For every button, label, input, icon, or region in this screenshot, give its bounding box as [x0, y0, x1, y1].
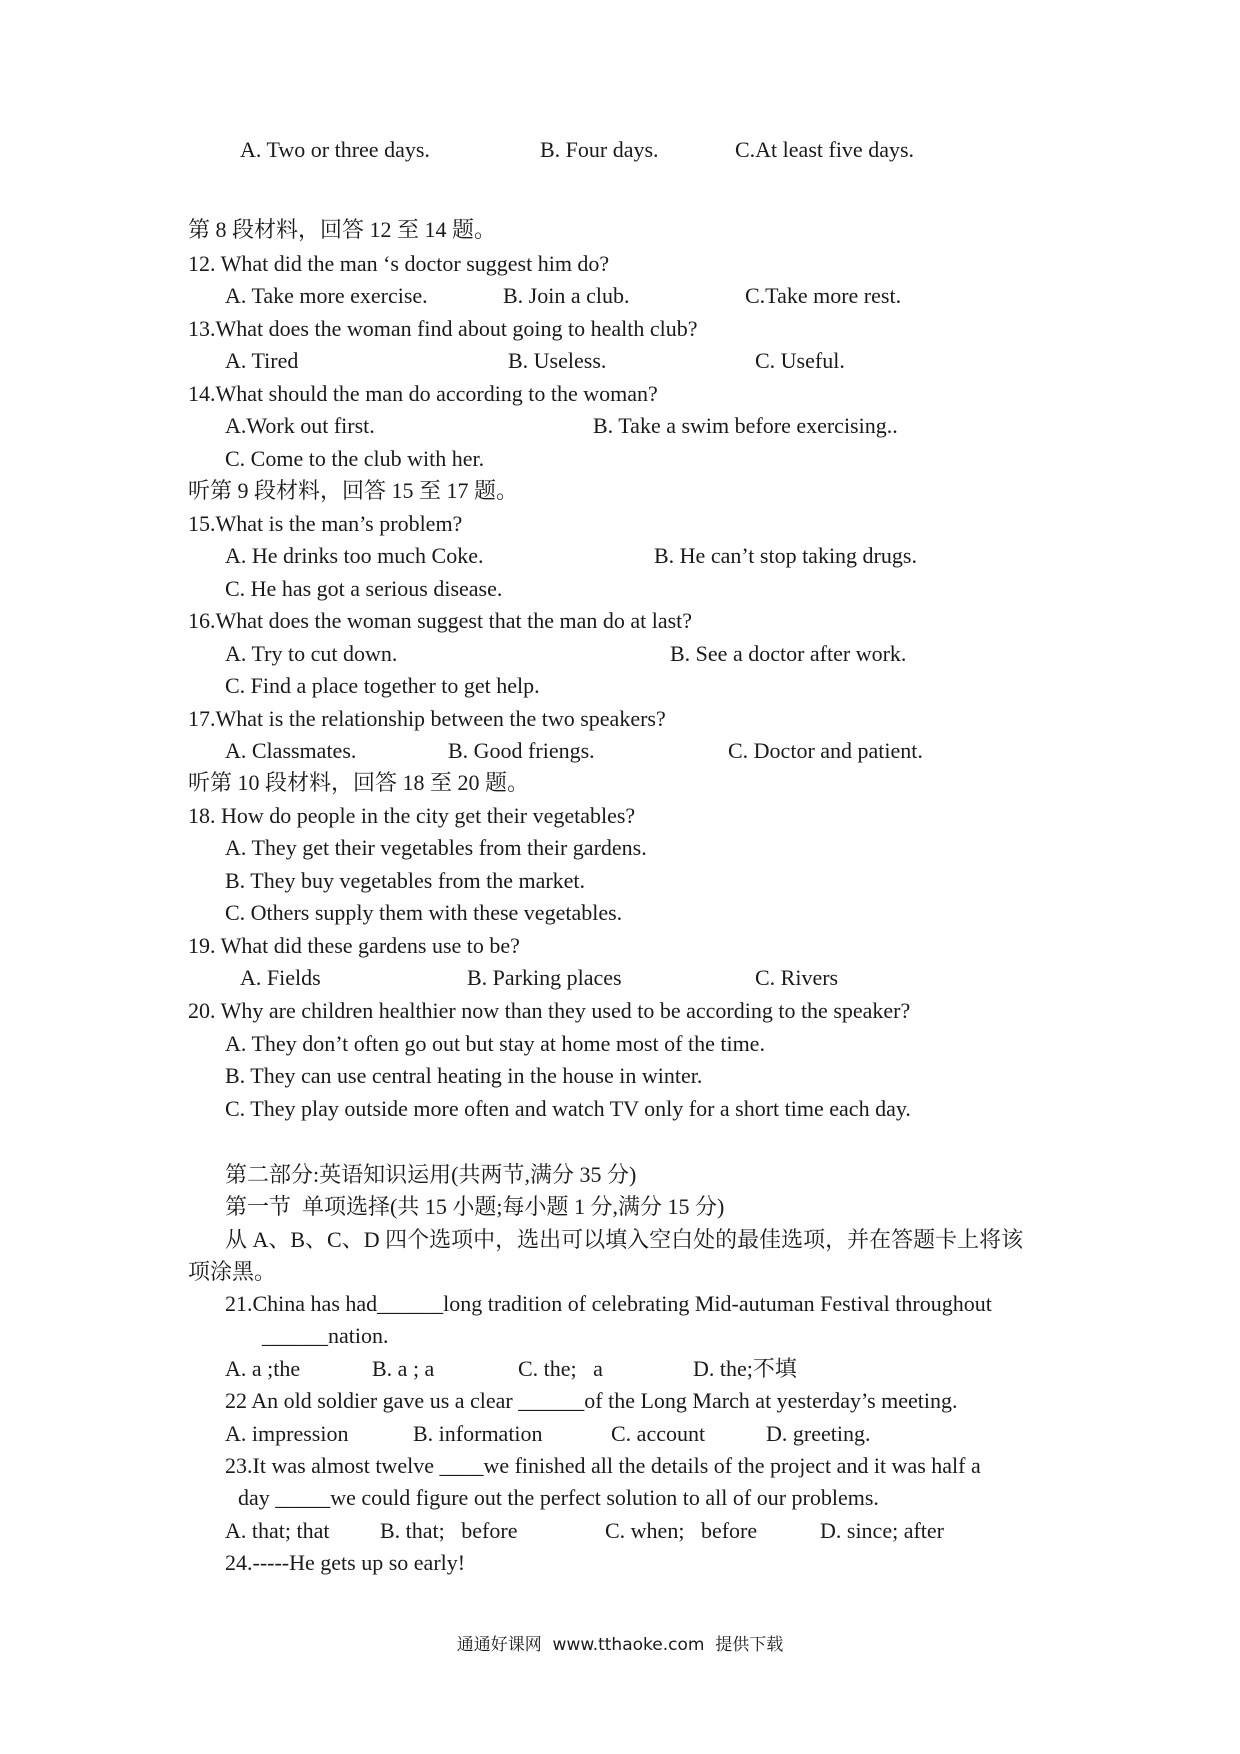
q11-option-a: A. Two or three days.	[240, 137, 430, 162]
q19-option-a: A. Fields	[240, 965, 321, 990]
q18-option-a: A. They get their vegetables from their gardens.	[225, 835, 647, 860]
q13-option-a: A. Tired	[225, 348, 299, 373]
q11-option-c: C.At least five days.	[735, 137, 915, 162]
section-8-heading: 第 8 段材料，回答 12 至 14 题。	[188, 217, 497, 242]
q20-option-b: B. They can use central heating in the house in winter.	[225, 1063, 703, 1088]
q14-options-row1	[0, 412, 1240, 440]
q17-stem: 17.What is the relationship between the two speakers?	[188, 706, 666, 731]
q14-option-a: A.Work out first.	[225, 413, 375, 438]
q20-option-c: C. They play outside more often and watch TV only for a short time each day.	[225, 1096, 911, 1121]
q22-options	[0, 1420, 1240, 1448]
q12-option-c: C.Take more rest.	[745, 283, 902, 308]
q18-option-b: B. They buy vegetables from the market.	[225, 868, 586, 893]
q16-option-c: C. Find a place together to get help.	[225, 673, 540, 698]
q22-option-b: B. information	[413, 1421, 543, 1446]
q18-option-c: C. Others supply them with these vegetables.	[225, 900, 623, 925]
q12-option-b: B. Join a club.	[503, 283, 630, 308]
page-footer: 通通好课网 www.tthaoke.com 提供下载	[456, 1635, 784, 1655]
q21-stem-line-1: 21.China has had______long tradition of celebrating Mid-autuman Festival throughout	[225, 1291, 992, 1316]
section-9-heading: 听第 9 段材料，回答 15 至 17 题。	[188, 478, 519, 503]
q21-option-c: C. the; a	[518, 1356, 603, 1381]
q11-option-b: B. Four days.	[540, 137, 659, 162]
instructions-line-2: 项涂黑。	[188, 1259, 277, 1284]
q23-stem-line-1: 23.It was almost twelve ____we finished all the details of the project and it was half a	[225, 1453, 981, 1478]
q14-option-b: B. Take a swim before exercising..	[593, 413, 898, 438]
q16-options-row1	[0, 640, 1240, 668]
q21-option-b: B. a ; a	[372, 1356, 435, 1381]
q22-option-a: A. impression	[225, 1421, 349, 1446]
q20-option-a: A. They don’t often go out but stay at home most of the time.	[225, 1031, 765, 1056]
q17-options	[0, 737, 1240, 765]
q23-option-d: D. since; after	[820, 1518, 944, 1543]
q22-option-d: D. greeting.	[766, 1421, 871, 1446]
q22-stem: 22 An old soldier gave us a clear ______of the Long March at yesterday’s meeting.	[225, 1388, 958, 1413]
q23-options	[0, 1517, 1240, 1545]
q24-stem: 24.-----He gets up so early!	[225, 1550, 466, 1575]
q14-option-c: C. Come to the club with her.	[225, 446, 485, 471]
q18-stem: 18. How do people in the city get their vegetables?	[188, 803, 636, 828]
part-2-section-1-heading: 第一节 单项选择(共 15 小题;每小题 1 分,满分 15 分)	[225, 1194, 725, 1219]
q12-options	[0, 282, 1240, 310]
instructions-line-1: 从 A、B、C、D 四个选项中，选出可以填入空白处的最佳选项，并在答题卡上将该	[225, 1227, 1024, 1252]
q19-option-b: B. Parking places	[467, 965, 622, 990]
q16-stem: 16.What does the woman suggest that the man do at last?	[188, 608, 693, 633]
q21-stem-line-2: ______nation.	[262, 1323, 389, 1348]
q12-stem: 12. What did the man ‘s doctor suggest him do?	[188, 251, 610, 276]
q13-options	[0, 347, 1240, 375]
part-2-heading: 第二部分:英语知识运用(共两节,满分 35 分)	[225, 1162, 637, 1187]
q22-option-c: C. account	[611, 1421, 706, 1446]
q20-stem: 20. Why are children healthier now than they used to be according to the speaker?	[188, 998, 911, 1023]
q11-options	[0, 136, 1240, 164]
q14-stem: 14.What should the man do according to the woman?	[188, 381, 658, 406]
q19-stem: 19. What did these gardens use to be?	[188, 933, 520, 958]
q15-option-b: B. He can’t stop taking drugs.	[654, 543, 917, 568]
section-10-heading: 听第 10 段材料，回答 18 至 20 题。	[188, 770, 530, 795]
q21-option-d: D. the;不填	[693, 1356, 797, 1381]
q16-option-b: B. See a doctor after work.	[670, 641, 907, 666]
q21-options	[0, 1355, 1240, 1383]
q13-option-b: B. Useless.	[508, 348, 607, 373]
q15-option-a: A. He drinks too much Coke.	[225, 543, 484, 568]
q23-stem-line-2: day _____we could figure out the perfect solution to all of our problems.	[238, 1485, 879, 1510]
q13-option-c: C. Useful.	[755, 348, 845, 373]
q17-option-c: C. Doctor and patient.	[728, 738, 923, 763]
q19-option-c: C. Rivers	[755, 965, 839, 990]
q19-options	[0, 964, 1240, 992]
q15-option-c: C. He has got a serious disease.	[225, 576, 503, 601]
q13-stem: 13.What does the woman find about going to health club?	[188, 316, 698, 341]
q23-option-b: B. that; before	[380, 1518, 518, 1543]
q12-option-a: A. Take more exercise.	[225, 283, 428, 308]
q17-option-a: A. Classmates.	[225, 738, 357, 763]
q16-option-a: A. Try to cut down.	[225, 641, 398, 666]
q21-option-a: A. a ;the	[225, 1356, 301, 1381]
q23-option-c: C. when; before	[605, 1518, 758, 1543]
q23-option-a: A. that; that	[225, 1518, 330, 1543]
q15-options-row1	[0, 542, 1240, 570]
q17-option-b: B. Good friengs.	[448, 738, 595, 763]
q15-stem: 15.What is the man’s problem?	[188, 511, 463, 536]
